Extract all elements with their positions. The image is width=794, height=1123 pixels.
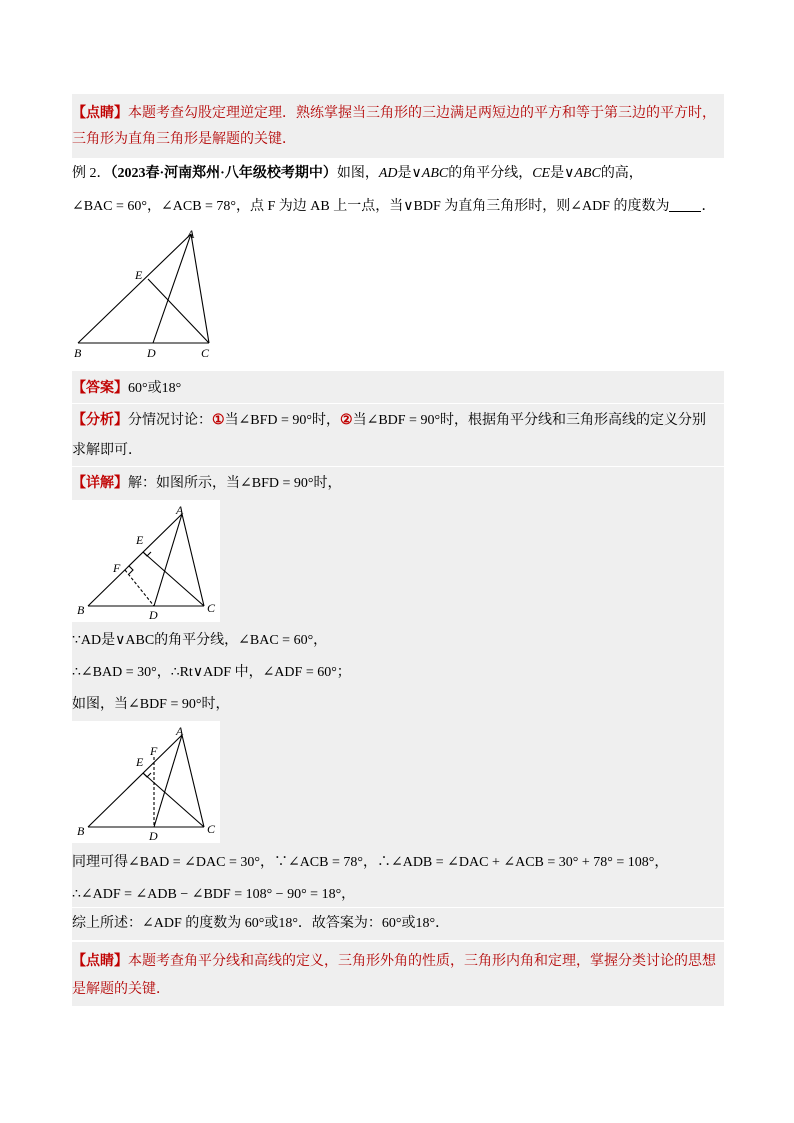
analysis-tag: 【分析】 <box>72 411 128 427</box>
note1-tag: 【点睛】 <box>72 104 128 120</box>
figure-2-box <box>72 500 220 622</box>
detail-line1: 【详解】解：如图所示，当∠BFD = 90°时， <box>72 474 342 491</box>
detail-line7: 综上所述：∠ADF 的度数为 60°或18°．故答案为：60°或18°． <box>72 916 450 931</box>
label-a: A <box>187 227 195 241</box>
side-ab <box>78 234 191 343</box>
answer-text: 60°或18° <box>128 381 182 396</box>
analysis-line2: 求解即可． <box>72 443 142 458</box>
example-line1: 例 2．（2023春·河南郑州·八年级校考期中）如图，AD是∨ABC的角平分线，CE是∨ABC的高， <box>72 166 643 181</box>
detail-tag: 【详解】 <box>72 474 128 490</box>
detail-line3: ∴∠BAD = 30°，∴Rt∨ADF 中，∠ADF = 60°； <box>72 665 351 680</box>
detail-line5: 同理可得∠BAD = ∠DAC = 30°，∵∠ACB = 78°，∴∠ADB = ∠DAC + ∠ACB = 30° + 78° = 108°， <box>72 855 669 870</box>
triangle-figure-main <box>72 224 232 364</box>
svg-text:D: D <box>149 608 158 622</box>
figure-3-box <box>72 721 220 843</box>
detail-line6: ∴∠ADF = ∠ADB − ∠BDF = 108° − 90° = 18°， <box>72 887 356 902</box>
detail-block <box>72 467 724 907</box>
svg-text:A: A <box>176 724 184 738</box>
right-angle-mark-e <box>143 773 151 777</box>
note1-line1: 【点睛】本题考查勾股定理逆定理．熟练掌握当三角形的三边满足两短边的平方和等于第三边的平方时， <box>72 104 716 121</box>
svg-text:F: F <box>113 561 121 575</box>
svg-text:C: C <box>207 601 216 615</box>
svg-text:E: E <box>136 533 144 547</box>
answer-block <box>72 371 724 403</box>
analysis-block <box>72 404 724 466</box>
detail-line4: 如图，当∠BDF = 90°时， <box>72 697 230 712</box>
label-c: C <box>201 346 210 360</box>
dashed-df <box>125 570 154 606</box>
svg-text:B: B <box>77 603 85 617</box>
svg-text:B: B <box>77 824 85 838</box>
answer-tag: 【答案】 <box>72 379 128 395</box>
note2-line1: 【点睛】本题考查角平分线和高线的定义，三角形外角的性质，三角形内角和定理，掌握分类讨论的思想 <box>72 952 716 969</box>
note2-line2: 是解题的关键． <box>72 982 170 997</box>
label-d: D <box>147 346 156 360</box>
right-angle-mark-f <box>129 566 133 574</box>
note1-line2: 三角形为直角三角形是解题的关键． <box>72 132 296 147</box>
svg-text:D: D <box>149 829 158 843</box>
detail-summary-block <box>72 908 724 940</box>
right-angle-mark-e <box>143 552 151 556</box>
example-line2: ∠BAC = 60°，∠ACB = 78°，点 F 为边 AB 上一点，当∨BDF 为直角三角形时，则∠ADF 的度数为 ． <box>72 199 716 214</box>
note2-tag: 【点睛】 <box>72 952 128 968</box>
svg-text:F: F <box>150 744 158 758</box>
svg-text:C: C <box>207 822 216 836</box>
triangle-figure-case1 <box>72 500 220 622</box>
note-block-1 <box>72 94 724 158</box>
answer-blank <box>669 197 701 212</box>
label-e: E <box>135 268 143 282</box>
detail-line2: ∵AD是∨ABC的角平分线，∠BAC = 60°， <box>72 633 328 648</box>
triangle-figure-case2 <box>72 721 220 843</box>
note-block-2 <box>72 942 724 1006</box>
svg-text:E: E <box>136 755 144 769</box>
analysis-line1: 【分析】分情况讨论：①当∠BFD = 90°时，②当∠BDF = 90°时，根据角平分线和三角形高线的定义分别 <box>72 411 707 428</box>
svg-text:A: A <box>176 503 184 517</box>
label-b: B <box>74 346 82 360</box>
segment-ad <box>153 234 191 343</box>
